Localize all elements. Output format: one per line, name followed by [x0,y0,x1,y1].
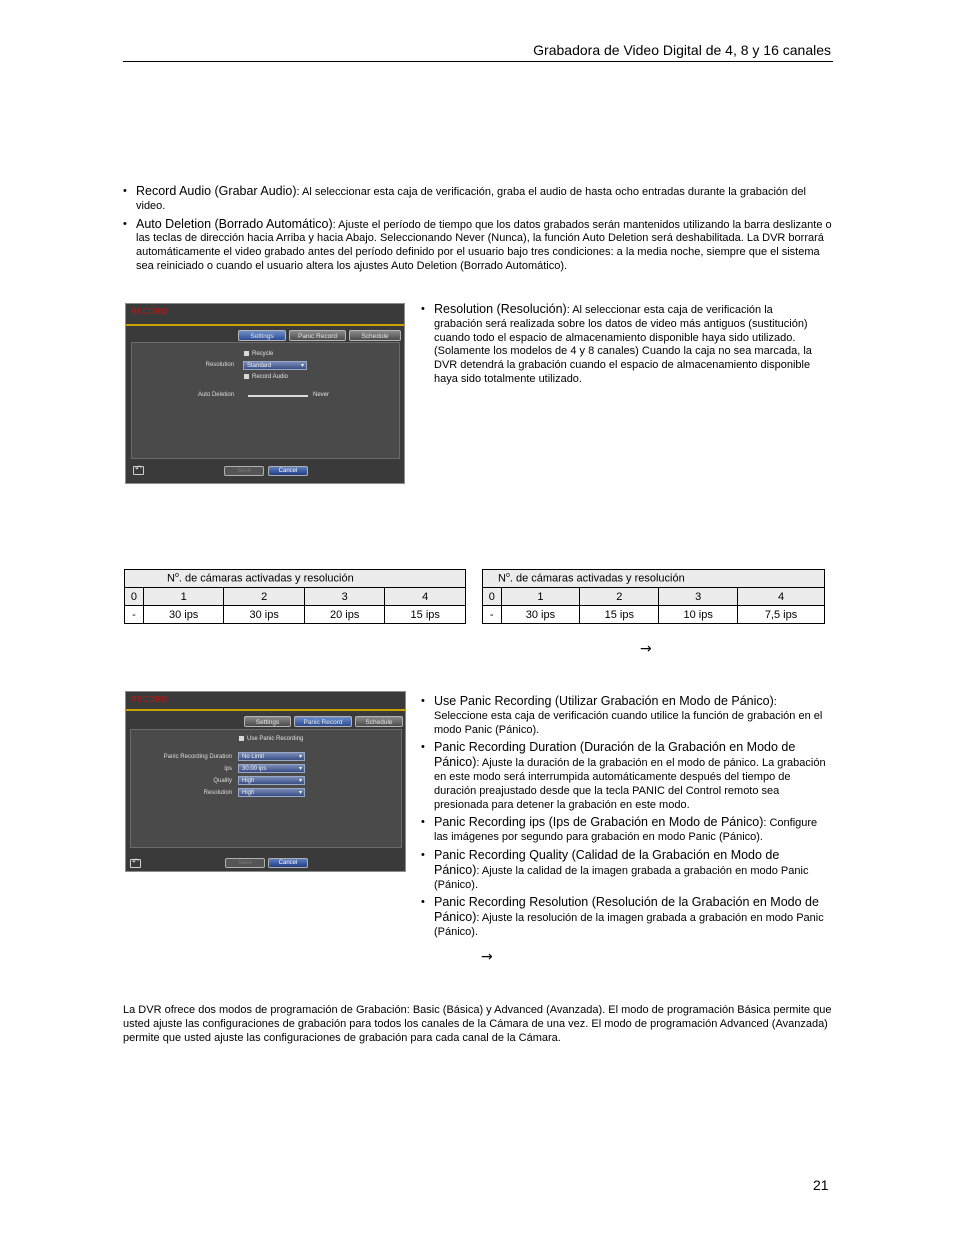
ips-table-right [482,569,825,624]
resolution-label: Resolution [203,790,232,796]
bullet-lead: Resolution (Resolución) [434,302,567,316]
quality-dropdown[interactable]: High ▾ [238,776,305,785]
table-header-cell: 2 [580,588,659,606]
back-icon[interactable] [133,466,144,475]
ips-label: ips [224,766,232,772]
duration-dropdown[interactable]: No Limit ▾ [238,752,305,761]
checkbox-icon [239,736,244,741]
tab-settings[interactable]: Settings [238,330,286,341]
screen-title: RECORD [131,695,168,704]
header-title: Grabadora de Video Digital de 4, 8 y 16 canales [533,42,831,58]
cancel-button[interactable]: Cancel [268,858,308,868]
panic-options-list [421,695,826,944]
tab-schedule[interactable]: Schedule [355,716,403,727]
schedule-paragraph: La DVR ofrece dos modos de programación de Grabación: Basic (Básica) y Advanced (Avanzada). El modo de programación Básica permite que usted ajuste las configuraciones de grabación para todos los canales de la Cámara de una vez. El modo de programación Advanced (Avanzada) permite que usted ajuste las configuraciones de grabación para cada canal de la Cámara. [123,1004,832,1044]
list-item-quality [421,849,826,892]
tab-settings[interactable]: Settings [244,716,291,727]
right-arrow-icon: → [481,949,493,965]
table-header-cell: 1 [143,588,224,606]
duration-label: Panic Recording Duration [163,754,232,760]
right-arrow-icon: → [640,641,652,657]
auto-deletion-slider[interactable] [248,395,308,397]
table-cell: 15 ips [385,606,466,624]
save-button[interactable]: Save [224,466,264,476]
table-cell: 30 ips [501,606,580,624]
table-cell: - [483,606,502,624]
page-number: 21 [813,1177,829,1193]
settings-panel [131,342,400,459]
bullet-lead: Panic Recording ips (Ips de Grabación en Modo de Pánico) [434,815,764,830]
recycle-label: Recycle [252,351,274,357]
title-divider [126,324,404,326]
table-header-cell: 3 [659,588,738,606]
bullet-lead: Panic Recording Quality (Calidad de la Grabación en Modo de Pánico) [434,847,780,877]
list-item-use-panic [421,695,826,737]
list-item-duration [421,741,826,812]
table-header-cell: 4 [385,588,466,606]
table-header-cell: 2 [224,588,305,606]
resolution-dropdown[interactable]: High ▾ [238,788,305,797]
bullet-lead: Panic Recording Resolution (Resolución de la Grabación en Modo de Pánico) [434,895,819,925]
recycle-checkbox[interactable] [244,351,273,357]
resolution-dropdown[interactable]: Standard ▾ [243,361,307,370]
use-panic-checkbox[interactable] [239,736,303,742]
resolution-description [421,303,823,391]
bullet-text: : Al seleccionar esta caja de verificación, graba el audio de hasta ocho entradas durante la grabación del video. [136,186,806,212]
bullet-text: : Al seleccionar esta caja de verificación la grabación será realizada sobre los datos de video más antiguos (sustitución) cuando todo el espacio de almacenamiento disponible haya sido utilizado. (Solamente los modelos de 4 y 8 canales) Cuando la caja no sea marcada, la DVR detendrá la grabación cuando el espacio de almacenamiento disponible haya sido totalmente utilizado. [434,304,812,385]
list-item-resolution [421,303,823,387]
auto-deletion-label: Auto Deletion [197,392,234,398]
bullet-lead: Auto Deletion (Borrado Automático) [136,216,333,231]
record-settings-screenshot [125,303,405,484]
list-item-ips [421,816,826,845]
checkbox-icon [244,374,249,379]
bullet-text: : Configure las imágenes por segundo para grabación en modo Panic (Pánico). [434,817,818,844]
table-cell: 30 ips [224,606,305,624]
page-header [123,41,833,62]
cancel-button[interactable]: Cancel [268,466,308,476]
tab-panic-record[interactable]: Panic Record [294,716,352,727]
back-icon[interactable] [130,859,141,868]
checkbox-icon [244,351,249,356]
table-header-cell: 1 [501,588,580,606]
use-panic-label: Use Panic Recording [247,736,304,742]
bullet-text: : Ajuste el período de tiempo que los datos grabados serán mantenidos utilizando la barra deslizante o las teclas de dirección hacia Arriba y hacia Abajo. Seleccionando Never (Nunca), la función Auto Deletion será deshabilitada. La DVR borrará automáticamente el video grabado antes del período definido por el usuario bajo tres condiciones: a la media noche, siempre que el sistema sea reiniciado o cuando el usuario altera los ajustes Auto Deletion (Borrado Automático). [136,218,832,272]
bullet-text: : Ajuste la resolución de la imagen grabada a grabación en modo Panic (Pánico). [434,912,824,938]
bullet-lead: Panic Recording Duration (Duración de la Grabación en Modo de Pánico) [434,740,796,770]
table-cell: 10 ips [659,606,738,624]
table-title: $N^o$. de cámaras activadas y resolución [125,570,466,588]
bullet-text: : Ajuste la calidad de la imagen grabada a grabación en modo Panic (Pánico). [434,864,809,891]
bullet-lead: Record Audio (Grabar Audio) [136,184,297,198]
table-cell: 7,5 ips [738,606,825,624]
record-audio-label: Record Audio [252,374,289,380]
panic-record-screenshot [125,691,406,872]
table-title: $N^o$. de cámaras activadas y resolución [483,570,825,588]
title-divider [126,709,405,711]
resolution-label: Resolution [205,362,234,368]
table-cell: 30 ips [143,606,224,624]
table-cell: 20 ips [304,606,385,624]
bullet-lead: Use Panic Recording (Utilizar Grabación en Modo de Pánico) [434,694,774,708]
table-header-cell: 0 [125,588,144,606]
screen-title: RECORD [131,307,168,316]
table-header-cell: 4 [738,588,825,606]
table-header-cell: 0 [483,588,502,606]
save-button[interactable]: Save [225,858,265,868]
table-cell: 15 ips [580,606,659,624]
table-header-cell: 3 [304,588,385,606]
ips-dropdown[interactable]: 30.00 ips ▾ [238,764,305,773]
tab-schedule[interactable]: Schedule [349,330,401,341]
record-audio-checkbox[interactable] [244,374,288,380]
tab-panic-record[interactable]: Panic Record [289,330,346,341]
record-options-list [123,185,835,278]
quality-label: Quality [213,778,232,784]
table-cell: - [125,606,144,624]
bullet-text: : Seleccione esta caja de verificación cuando utilice la función de grabación en el modo Panic (Pánico). [434,696,823,736]
list-item-resolution [421,896,826,939]
bullet-text: : Ajuste la duración de la grabación en el modo de pánico. La grabación en este modo será interrumpida automáticamente después del tiempo de duración preajustado desde que la tecla PANIC del Control remoto sea presionada para detener la grabación en este modo. [434,757,826,811]
list-item-record-audio [123,185,835,214]
ips-table-left [124,569,466,624]
list-item-auto-deletion [123,218,835,274]
auto-deletion-value: Never [313,392,330,398]
